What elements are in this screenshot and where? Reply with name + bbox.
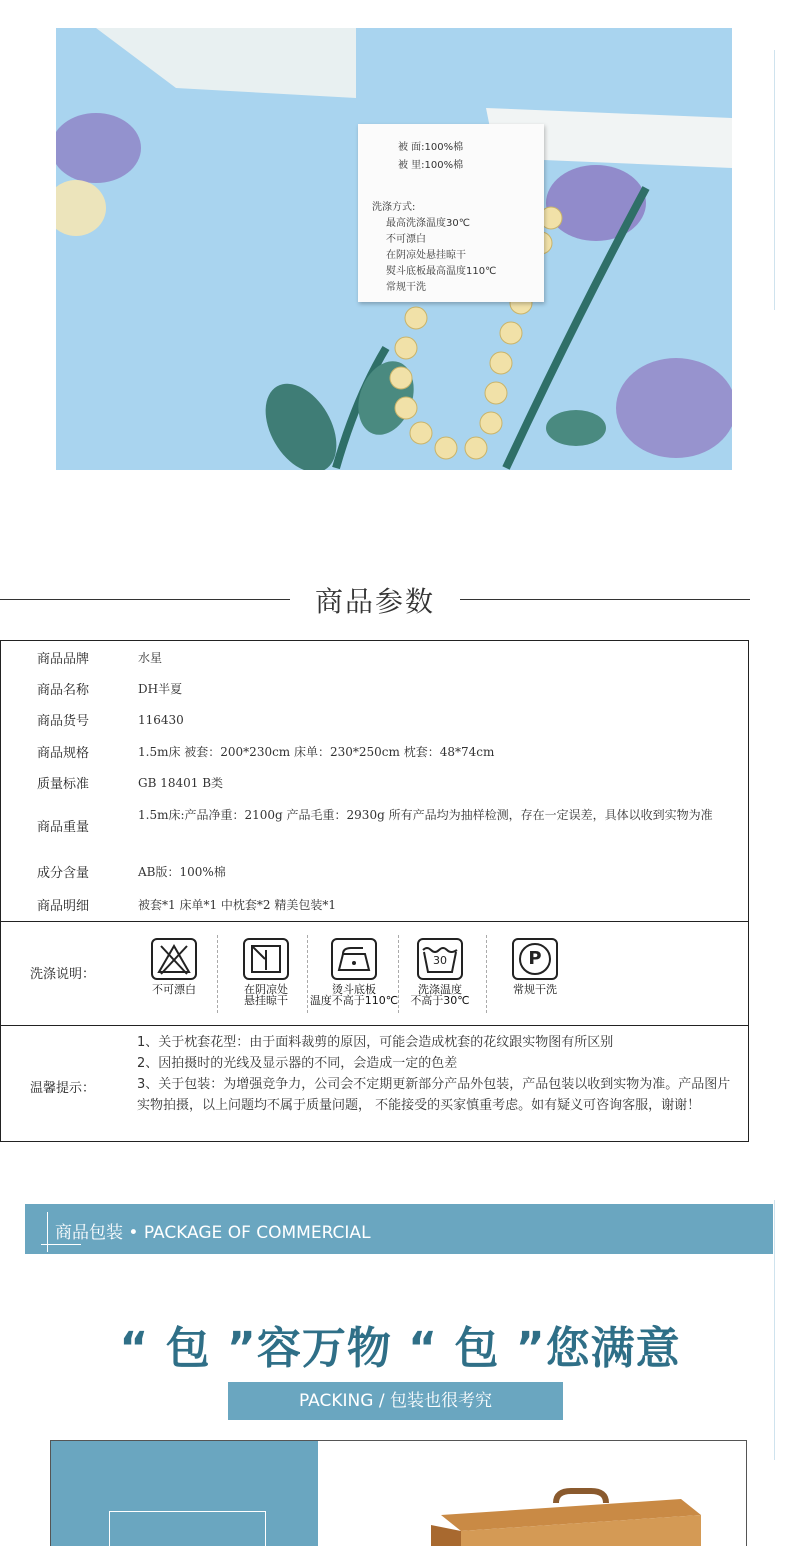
title-rule-right xyxy=(460,599,750,600)
spec-value: 水星 xyxy=(138,651,163,665)
spec-value: 1.5m床:产品净重：2100g 产品毛重：2930g 所有产品均为抽样检测，存在一定误差，具体以收到实物为准 xyxy=(138,808,713,822)
care-tag-line: 被 面:100%棉 xyxy=(398,142,464,153)
tips-line: 1、关于枕套花型：由于面料裁剪的原因，可能会造成枕套的花纹跟实物图有所区别 xyxy=(137,1035,614,1050)
wash-temp-text: 30 xyxy=(433,954,447,967)
wash-caption: 常规干洗 xyxy=(513,983,557,996)
table-divider xyxy=(0,921,748,922)
params-section-title xyxy=(0,580,750,620)
wash-caption: 洗涤温度 不高于30℃ xyxy=(410,983,470,1007)
care-tag-line: 最高洗涤温度30℃ xyxy=(386,218,470,229)
wash-item-iron xyxy=(304,938,404,1006)
wash-label: 洗涤说明： xyxy=(30,967,96,982)
table-divider xyxy=(0,1025,748,1026)
wash-item-dry-clean xyxy=(485,938,585,995)
iron-icon xyxy=(331,938,377,980)
spec-key: 成分含量 xyxy=(37,866,90,881)
wash-item-shade-dry xyxy=(216,938,316,1006)
care-tag-line: 在阴凉处悬挂晾干 xyxy=(386,250,466,261)
spec-value: 被套*1 床单*1 中枕套*2 精美包装*1 xyxy=(138,898,336,912)
care-tag xyxy=(358,124,544,302)
wash-caption: 在阴凉处 悬挂晾干 xyxy=(244,983,288,1007)
title-rule-left xyxy=(0,599,290,600)
dry-clean-icon xyxy=(512,938,558,980)
care-tag-line: 被 里:100%棉 xyxy=(398,160,464,171)
no-bleach-icon xyxy=(151,938,197,980)
packing-bar: PACKING / 包装也很考究 xyxy=(228,1382,563,1420)
spec-key: 商品品牌 xyxy=(37,652,90,667)
spec-key: 商品重量 xyxy=(37,820,90,835)
care-tag-line: 不可漂白 xyxy=(386,234,426,245)
package-panel xyxy=(50,1440,747,1546)
spec-value: 1.5m床 被套：200*230cm 床单：230*250cm 枕套：48*74cm xyxy=(138,745,495,759)
spec-key: 商品明细 xyxy=(37,899,90,914)
edge-line xyxy=(774,50,775,310)
dry-clean-letter: P xyxy=(528,948,542,969)
package-slogan: “ 包 ”容万物 “ 包 ”您满意 xyxy=(119,1323,681,1374)
spec-key: 商品货号 xyxy=(37,714,90,729)
package-panel-left xyxy=(51,1441,318,1546)
params-title: 商品参数 xyxy=(314,585,435,618)
tips-text xyxy=(137,1032,742,1116)
wash-30-icon xyxy=(417,938,463,980)
package-banner xyxy=(25,1204,773,1254)
tips-line: 3、关于包装：为增强竞争力，公司会不定期更新部分产品外包装，产品包装以收到实物为准。产品图片实物拍摄，以上问题均不属于质量问题， 不能接受的买家慎重考虑。如有疑义可咨询客服，谢谢！ xyxy=(137,1077,731,1113)
wash-caption: 不可漂白 xyxy=(152,983,196,996)
tips-line: 2、因拍摄时的光线及显示器的不同，会造成一定的色差 xyxy=(137,1056,458,1071)
gift-box-image xyxy=(411,1485,711,1546)
wash-caption: 烫斗底板 温度不高于110℃ xyxy=(309,983,399,1007)
package-panel-frame xyxy=(109,1511,266,1546)
spec-key: 质量标准 xyxy=(37,777,90,792)
spec-key: 商品规格 xyxy=(37,746,90,761)
spec-value: DH半夏 xyxy=(138,682,183,696)
care-tag-line: 常规干洗 xyxy=(386,282,426,293)
spec-key: 商品名称 xyxy=(37,683,90,698)
banner-corner-mark xyxy=(47,1212,48,1252)
spec-value: 116430 xyxy=(138,713,184,727)
package-banner-text: 商品包装 • PACKAGE OF COMMERCIAL xyxy=(55,1223,371,1243)
banner-corner-mark xyxy=(41,1244,81,1245)
wash-item-wash-temp xyxy=(390,938,490,1006)
spec-value: AB版：100%棉 xyxy=(138,865,226,879)
product-photo xyxy=(56,28,732,470)
care-tag-line: 熨斗底板最高温度110℃ xyxy=(386,266,497,277)
spec-value: GB 18401 B类 xyxy=(138,776,224,790)
tips-label: 温馨提示： xyxy=(30,1081,96,1096)
wash-item-no-bleach xyxy=(124,938,224,995)
shade-dry-icon xyxy=(243,938,289,980)
care-tag-line: 洗涤方式: xyxy=(372,202,416,213)
